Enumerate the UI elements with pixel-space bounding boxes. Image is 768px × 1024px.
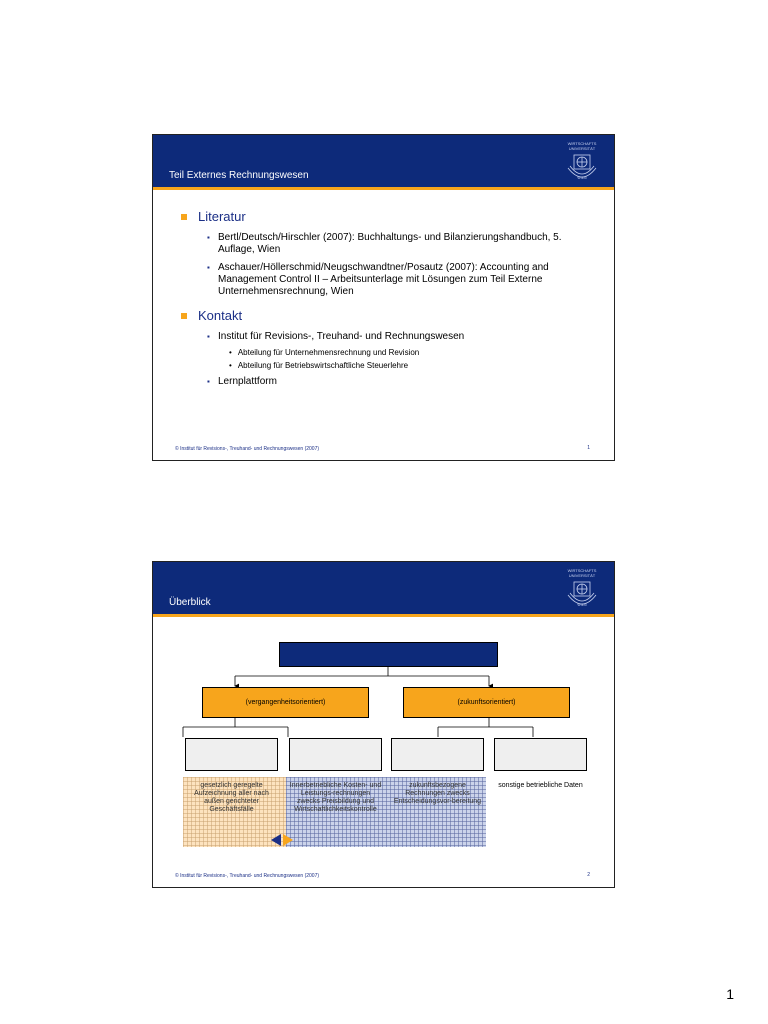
dot-bullet-icon: • bbox=[229, 348, 232, 357]
slide-2 bbox=[152, 561, 615, 888]
university-seal-icon bbox=[560, 138, 604, 184]
list-item: ▪ Bertl/Deutsch/Hirschler (2007): Buchhaltungs- und Bilanzierungshandbuch, 5. Auflage, Wien bbox=[207, 232, 562, 255]
footer-copyright: © Institut für Revisions-, Treuhand- und Rechnungswesen (2007) bbox=[175, 873, 320, 879]
svg-text:WIRTSCHAFTS: WIRTSCHAFTS bbox=[567, 568, 597, 573]
category-box bbox=[391, 738, 484, 771]
diagram-connectors bbox=[153, 562, 616, 889]
orange-bullet-icon bbox=[181, 214, 187, 220]
category-box bbox=[494, 738, 587, 771]
description-other-data: sonstige betriebliche Daten bbox=[498, 782, 583, 789]
svg-text:UNIVERSITÄT: UNIVERSITÄT bbox=[568, 146, 596, 151]
slide-title: Überblick bbox=[169, 597, 211, 608]
list-item: ▪ Lernplattform bbox=[207, 376, 277, 387]
list-item: ▪ Institut für Revisions-, Treuhand- und Rechnungswesen bbox=[207, 331, 465, 342]
svg-text:WIEN: WIEN bbox=[577, 176, 587, 180]
slide-1 bbox=[152, 134, 615, 461]
bullet-kontakt bbox=[181, 308, 242, 323]
dot-bullet-icon: • bbox=[229, 361, 232, 370]
list-item: ▪ Aschauer/Höllerschmid/Neugschwandtner/Posautz (2007): Accounting and Management Control II – Arbeitsunterlage mit Lösungen zum Teil Externe Unternehmensrechnung, Wien bbox=[207, 262, 549, 297]
slide-header bbox=[153, 135, 614, 187]
svg-text:WIEN: WIEN bbox=[577, 603, 587, 607]
description-cost-accounting: Innerbetriebliche Kosten- und Leistungs-rechnungen zwecks Preisbildung und Wirtschaftlichkeitskontrolle bbox=[289, 782, 382, 813]
slide-page-number: 2 bbox=[587, 872, 590, 878]
description-financial-accounting: gesetzlich geregelte Aufzeichnung aller nach außen gerichteter Geschäftsfälle bbox=[194, 782, 269, 813]
description-planning: zukunftsbezogene Rechnungen zwecks Entscheidungsvor-bereitung bbox=[393, 782, 482, 805]
top-box bbox=[279, 642, 498, 667]
bullet-icon: ▪ bbox=[207, 377, 210, 386]
section-title-kontakt: Kontakt bbox=[198, 308, 243, 323]
header-accent-stripe bbox=[153, 187, 614, 190]
bullet-icon: ▪ bbox=[207, 332, 210, 341]
document-page-number: 1 bbox=[726, 986, 734, 1002]
slide-title: Teil Externes Rechnungswesen bbox=[169, 170, 309, 181]
footer-copyright: © Institut für Revisions-, Treuhand- und Rechnungswesen (2007) bbox=[175, 446, 320, 452]
navigation-arrows-icon[interactable] bbox=[269, 832, 299, 848]
future-oriented-box: (zukunftsorientiert) bbox=[403, 687, 570, 718]
category-box bbox=[289, 738, 382, 771]
sub-list-item: • Abteilung für Unternehmensrechnung und Revision bbox=[229, 348, 420, 357]
orange-bullet-icon bbox=[181, 313, 187, 319]
past-oriented-box: (vergangenheitsorientiert) bbox=[202, 687, 369, 718]
category-box bbox=[185, 738, 278, 771]
slide-page-number: 1 bbox=[587, 445, 590, 451]
svg-text:WIRTSCHAFTS: WIRTSCHAFTS bbox=[567, 141, 597, 146]
svg-text:UNIVERSITÄT: UNIVERSITÄT bbox=[568, 573, 596, 578]
section-title-literatur: Literatur bbox=[198, 209, 246, 224]
bullet-icon: ▪ bbox=[207, 263, 210, 272]
bullet-icon: ▪ bbox=[207, 233, 210, 242]
bullet-literatur bbox=[181, 209, 246, 224]
sub-list-item: • Abteilung für Betriebswirtschaftliche Steuerlehre bbox=[229, 361, 409, 370]
